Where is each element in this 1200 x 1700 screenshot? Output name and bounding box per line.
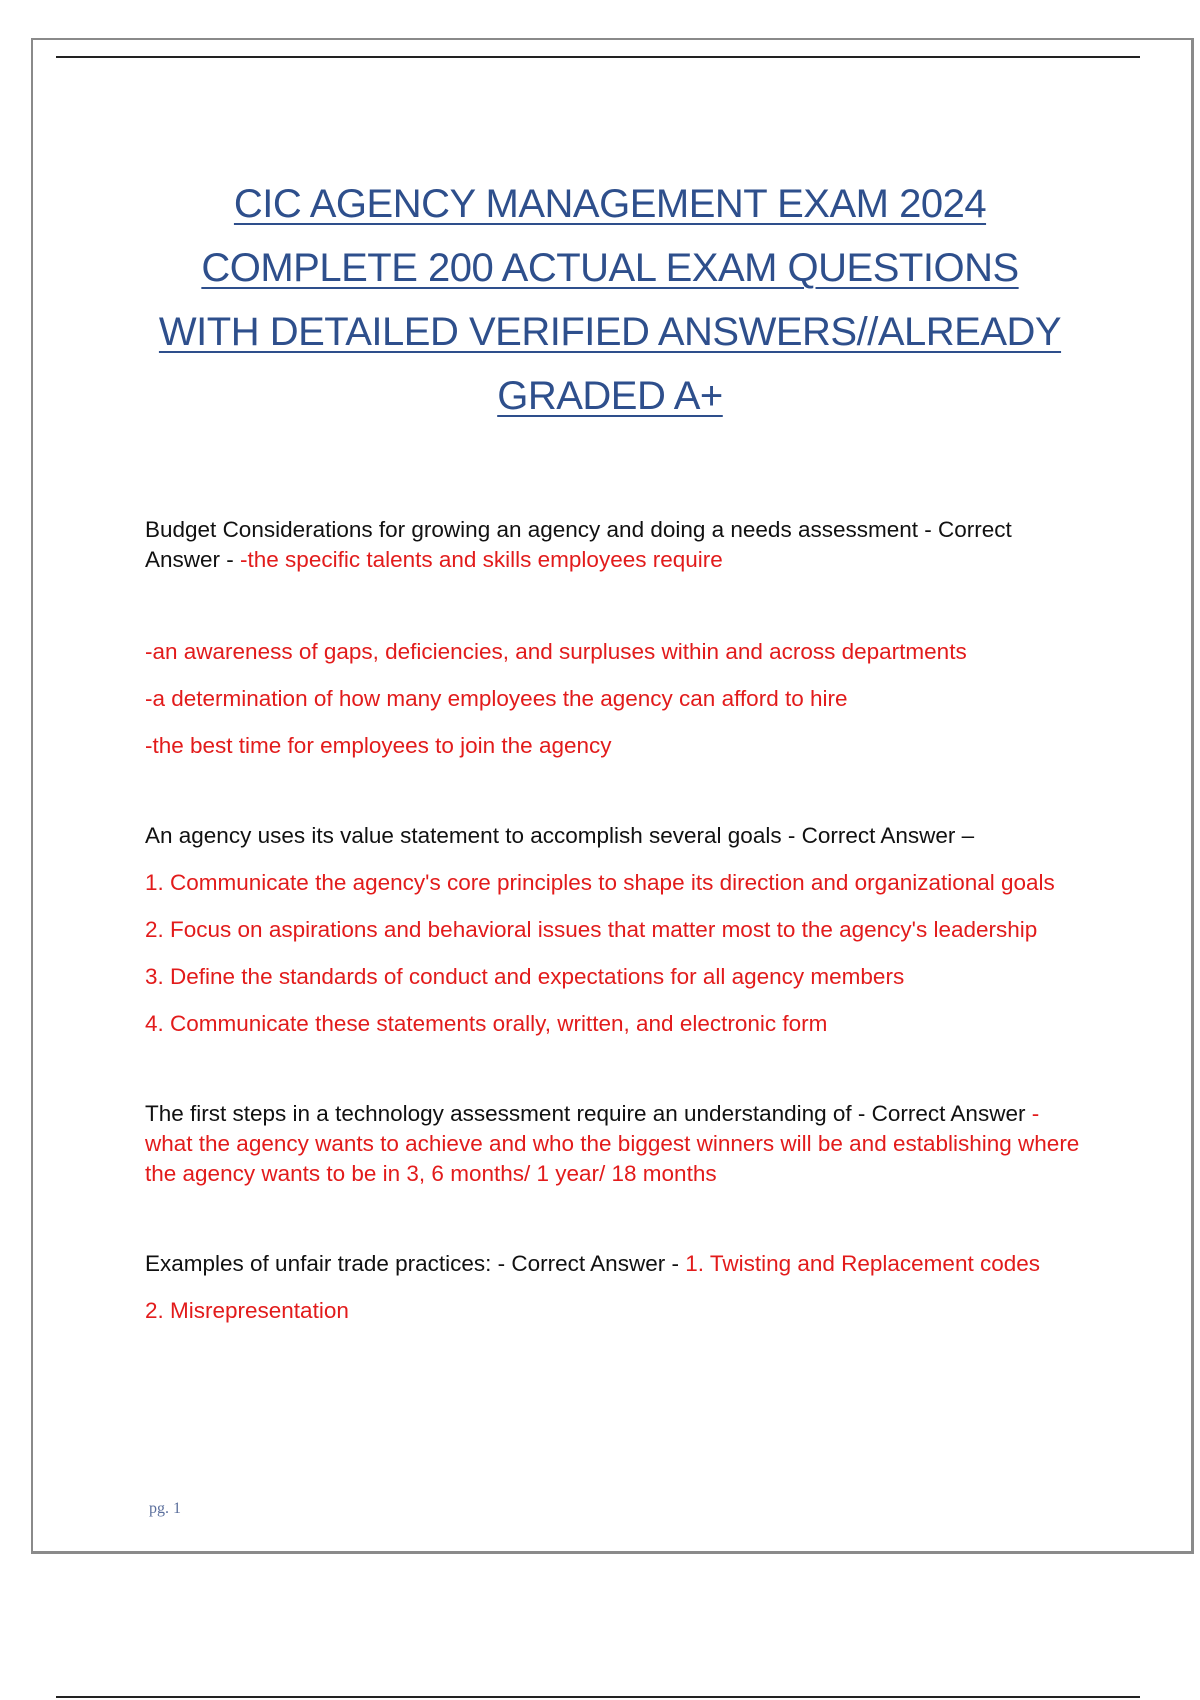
question-text: The first steps in a technology assessment require an understanding of - Correct Answer — [145, 1101, 1026, 1126]
title-line-1: CIC AGENCY MANAGEMENT EXAM 2024 — [233, 182, 987, 226]
qa-item-1 — [145, 515, 1090, 575]
page-number: pg. 1 — [149, 1500, 181, 1517]
answer-line: -an awareness of gaps, deficiencies, and surpluses within and across departments — [145, 639, 967, 664]
title-line-3: WITH DETAILED VERIFIED ANSWERS//ALREADY — [158, 310, 1062, 354]
header-rule — [56, 56, 1140, 58]
qa-item-3 — [145, 1099, 1090, 1189]
document-title — [120, 172, 1100, 428]
answer-line: - what the agency wants to achieve and who the biggest winners will be and establishing where the agency wants to be in 3, 6 months/ 1 year/ 18 months — [145, 1101, 1080, 1186]
question-text: An agency uses its value statement to accomplish several goals - Correct Answer – — [145, 823, 975, 848]
answer-line: 1. Twisting and Replacement codes — [685, 1251, 1040, 1276]
question-text: Examples of unfair trade practices: - Correct Answer - — [145, 1251, 686, 1276]
qa-item-2 — [145, 821, 1090, 851]
qa-item-4 — [145, 1249, 1090, 1279]
qa-content — [145, 515, 1090, 1326]
answer-line: 3. Define the standards of conduct and expectations for all agency members — [145, 964, 905, 989]
answer-line: -the best time for employees to join the agency — [145, 733, 612, 758]
question-text: Budget Considerations for growing an agency and doing a needs assessment - Correct Answer - — [145, 517, 1012, 572]
answer-line: -the specific talents and skills employees require — [240, 547, 723, 572]
answer-line: 2. Focus on aspirations and behavioral issues that matter most to the agency's leadership — [145, 917, 1038, 942]
footer-rule — [56, 1696, 1140, 1698]
title-line-2: COMPLETE 200 ACTUAL EXAM QUESTIONS — [201, 246, 1019, 290]
title-line-4: GRADED A+ — [497, 374, 723, 418]
answer-line: -a determination of how many employees the agency can afford to hire — [145, 686, 848, 711]
answer-line: 1. Communicate the agency's core principles to shape its direction and organizational goals — [145, 870, 1055, 895]
answer-line: 4. Communicate these statements orally, written, and electronic form — [145, 1011, 828, 1036]
answer-line: 2. Misrepresentation — [145, 1298, 349, 1323]
